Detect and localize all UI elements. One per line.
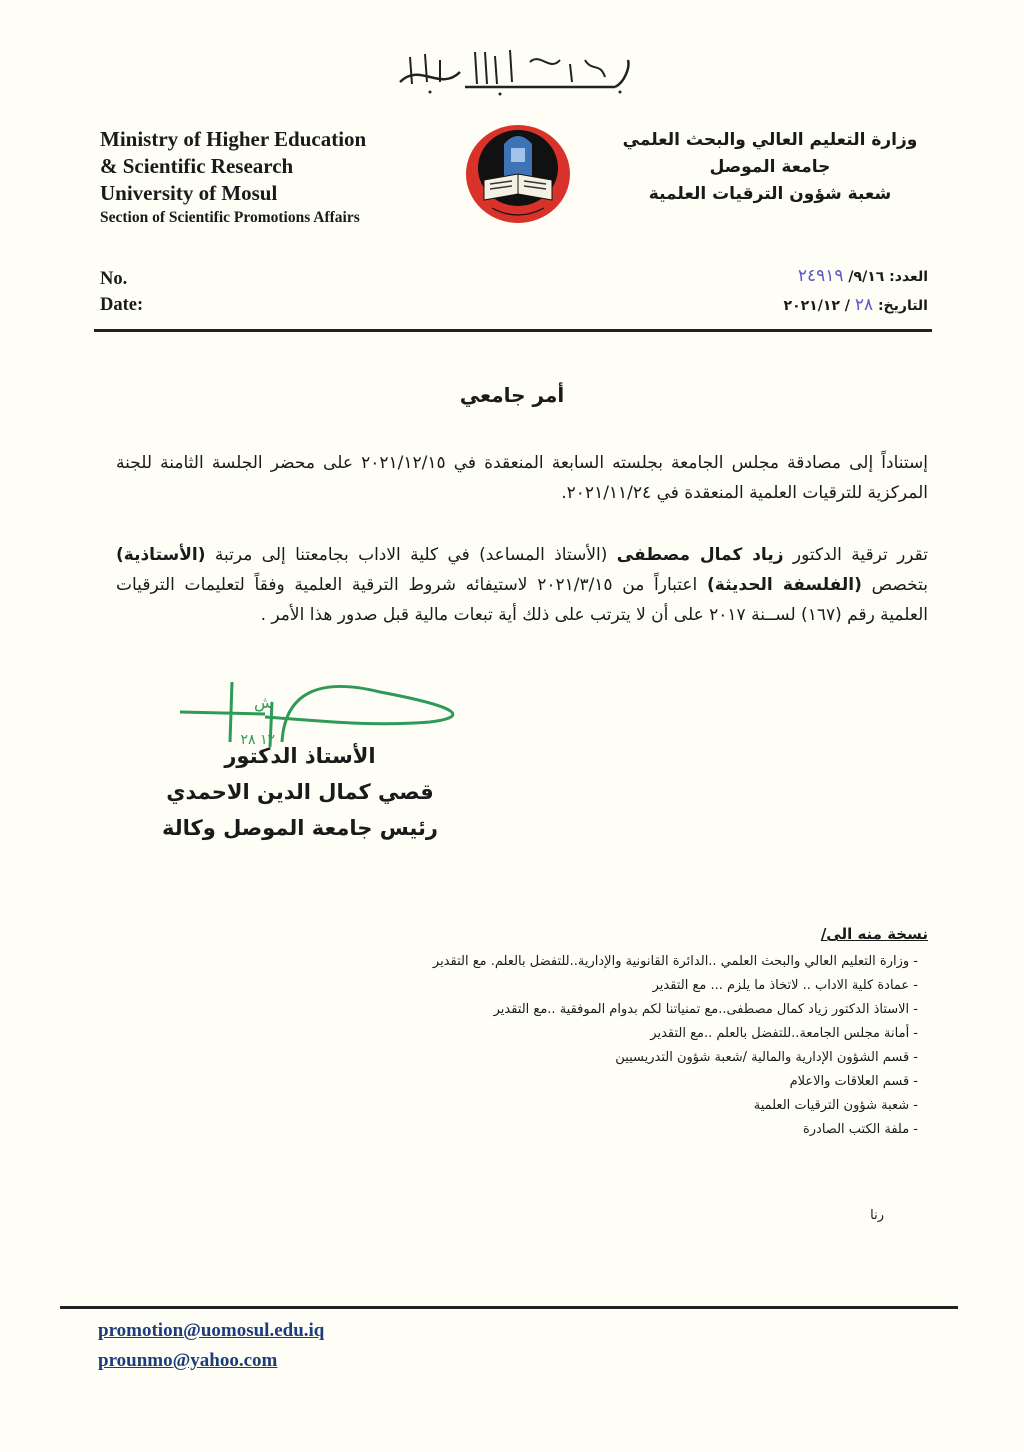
ar-date-label: التاريخ: [877,298,928,314]
ar-ministry: وزارة التعليم العالي والبحث العلمي [622,130,918,150]
para2-text-1: تقرر ترقية الدكتور [783,545,929,565]
signatory-position: رئيس جامعة الموصل وكالة [162,816,438,840]
footer-divider [60,1306,958,1309]
typist-initials: رنا [870,1208,884,1223]
copies-list [238,950,918,1142]
arabic-reference [784,262,928,320]
email-link-promotion[interactable]: promotion@uomosul.edu.iq [98,1320,325,1341]
copies-list-item: - الاستاذ الدكتور زياد كمال مصطفى..مع تمنياتنا لكم بدوام الموفقية ..مع التقدير [493,1002,918,1017]
ar-university: جامعة الموصل [709,157,831,177]
english-reference-labels [100,266,143,318]
ar-number-handwritten: ٢٤٩١٩ [797,266,844,286]
copies-to-heading: نسخة منه الى/ [820,925,928,943]
date-label: Date: [100,295,144,315]
signatory-title: الأستاذ الدكتور [224,744,376,768]
signatory-block [150,738,450,846]
arabic-letterhead [610,127,930,208]
para2-text-2: (الأستاذ المساعد) في كلية الاداب بجامعتنا إلى مرتبة [205,545,617,565]
ar-date-line [784,291,928,320]
body-paragraph-2 [116,540,928,630]
copies-list-item: - عمادة كلية الاداب .. لاتخاذ ما يلزم ... مع التقدير [652,978,918,993]
basmala-calligraphy [380,42,650,102]
en-section: Section of Scientific Promotions Affairs [100,209,360,226]
ar-section: شعبة شؤون الترقيات العلمية [648,184,892,204]
ar-number-line [784,262,928,291]
copies-list-item: - قسم الشؤون الإدارية والمالية /شعبة شؤون التدريسيين [615,1050,918,1065]
copies-list-item: - أمانة مجلس الجامعة..للتفضل بالعلم ..مع التقدير [650,1026,918,1041]
ar-number-label: العدد: [889,269,928,285]
en-ministry-line1: Ministry of Higher Education [100,127,367,151]
specialization: (الفلسفة الحديثة) [706,575,862,595]
en-university: University of Mosul [100,181,278,205]
academic-rank: (الأستاذية) [116,545,206,565]
ar-date-handwritten: ٢٨ [854,295,874,315]
ar-date-printed: / ٢٠٢١/١٢ [783,298,850,314]
copies-list-item: - ملفة الكتب الصادرة [802,1122,918,1137]
en-ministry-line2: & Scientific Research [100,154,294,178]
no-label: No. [100,269,128,289]
para2-text-3: بتخصص [861,575,929,595]
signature-date: ١٢ ٢٨ [240,732,275,748]
copies-list-item: - شعبة شؤون الترقيات العلمية [753,1098,918,1113]
signature-initial: ش [254,693,274,712]
university-logo [462,122,574,226]
body-paragraph-1: إستناداً إلى مصادقة مجلس الجامعة بجلسته السابعة المنعقدة في ٢٠٢١/١٢/١٥ على محضر الجلسة الثامنة للجنة المركزية للترقيات العلمية المنعقدة في ٢٠٢١/١١/٢٤. [116,453,928,503]
copies-list-item: - قسم العلاقات والاعلام [789,1074,918,1089]
document-title: أمر جامعي [459,383,565,407]
ar-number-printed: ٩/١٦/ [848,269,885,285]
promoted-person-name: زياد كمال مصطفى [616,545,784,565]
english-letterhead [100,126,366,229]
copies-list-item: - وزارة التعليم العالي والبحث العلمي ..الدائرة القانونية والإدارية..للتفضل بالعلم. مع التقدير [432,954,918,969]
para2-text-4: اعتباراً من ٢٠٢١/٣/١٥ لاستيفائه شروط الترقية العلمية وفقاً لتعليمات الترقيات العلمية رقم (١٦٧) لســنة ٢٠١٧ على أن لا يترتب على ذلك أية تبعات مالية قبل صدور هذا الأمر . [116,575,928,625]
email-link-yahoo[interactable]: prounmo@yahoo.com [98,1350,278,1371]
header-divider [94,329,932,332]
signatory-name: قصي كمال الدين الاحمدي [166,780,434,804]
